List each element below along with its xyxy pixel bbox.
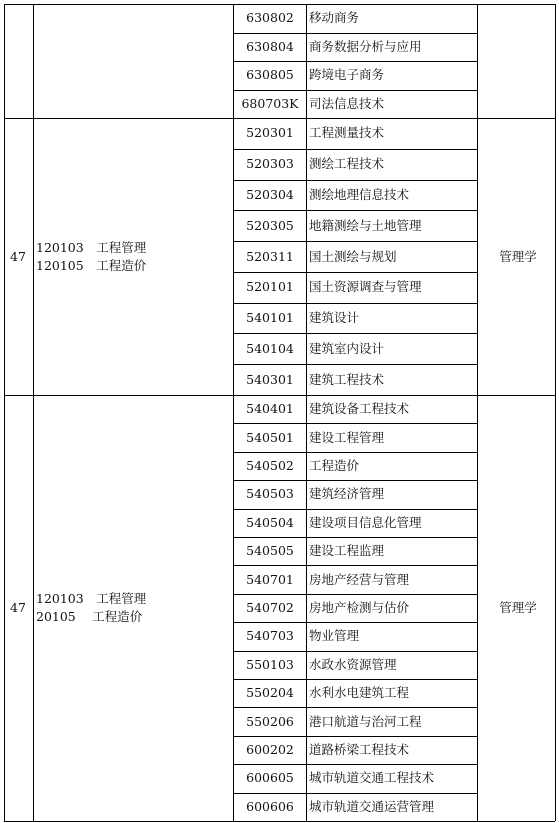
row-border bbox=[233, 452, 477, 453]
major-code: 540502 bbox=[246, 458, 294, 473]
major-code: 600606 bbox=[246, 799, 294, 814]
row-border bbox=[233, 333, 477, 334]
row-border bbox=[233, 565, 477, 566]
major-code: 600605 bbox=[246, 770, 294, 785]
major-name: 港口航道与治河工程 bbox=[309, 714, 422, 729]
major-code: 600202 bbox=[246, 742, 294, 757]
major-name: 道路桥梁工程技术 bbox=[309, 742, 410, 757]
major-name: 国土测绘与规划 bbox=[309, 249, 397, 264]
discipline-category: 管理学 bbox=[499, 600, 537, 615]
row-border bbox=[233, 241, 477, 242]
major-name: 工程测量技术 bbox=[309, 125, 385, 140]
column-border bbox=[33, 4, 34, 821]
major-name: 房地产经营与管理 bbox=[309, 572, 410, 587]
major-code: 520311 bbox=[246, 249, 294, 264]
row-border bbox=[233, 622, 477, 623]
major-name: 测绘地理信息技术 bbox=[309, 187, 410, 202]
major-name: 国土资源调查与管理 bbox=[309, 279, 422, 294]
row-border bbox=[233, 61, 477, 62]
row-border bbox=[4, 118, 555, 119]
column-border bbox=[306, 4, 307, 821]
major-code: 540703 bbox=[246, 628, 294, 643]
major-name: 工程造价 bbox=[309, 458, 360, 473]
row-border bbox=[233, 90, 477, 91]
major-code: 630805 bbox=[246, 67, 294, 82]
column-border bbox=[477, 4, 478, 821]
major-name: 测绘工程技术 bbox=[309, 156, 385, 171]
column-border bbox=[4, 4, 5, 821]
major-code: 540503 bbox=[246, 486, 294, 501]
row-border bbox=[233, 537, 477, 538]
row-border bbox=[233, 651, 477, 652]
major-name: 水政水资源管理 bbox=[309, 657, 397, 672]
major-code: 520305 bbox=[246, 218, 294, 233]
row-border bbox=[233, 594, 477, 595]
major-code: 540501 bbox=[246, 430, 294, 445]
row-border bbox=[233, 764, 477, 765]
major-name: 建筑设计 bbox=[309, 310, 360, 325]
major-code: 540702 bbox=[246, 600, 294, 615]
major-code: 540104 bbox=[246, 341, 294, 356]
major-code: 630802 bbox=[246, 10, 294, 25]
major-code: 540401 bbox=[246, 401, 294, 416]
row-border bbox=[233, 679, 477, 680]
row-border bbox=[233, 303, 477, 304]
row-border bbox=[233, 480, 477, 481]
undergrad-major: 120103 工程管理 bbox=[36, 240, 147, 255]
undergrad-major: 120105 工程造价 bbox=[36, 258, 147, 273]
major-code: 550206 bbox=[246, 714, 294, 729]
row-border bbox=[233, 272, 477, 273]
major-name: 司法信息技术 bbox=[309, 96, 385, 111]
major-code: 520304 bbox=[246, 187, 294, 202]
discipline-category: 管理学 bbox=[499, 249, 537, 264]
row-index: 47 bbox=[10, 249, 26, 264]
row-border bbox=[4, 821, 555, 822]
row-border bbox=[233, 793, 477, 794]
major-code: 540301 bbox=[246, 372, 294, 387]
major-name: 商务数据分析与应用 bbox=[309, 39, 422, 54]
major-name: 建筑工程技术 bbox=[309, 372, 385, 387]
major-name: 建设项目信息化管理 bbox=[309, 515, 422, 530]
major-code: 540701 bbox=[246, 572, 294, 587]
major-code: 520303 bbox=[246, 156, 294, 171]
major-name: 地籍测绘与土地管理 bbox=[309, 218, 422, 233]
row-border bbox=[233, 33, 477, 34]
major-name: 建设工程监理 bbox=[309, 543, 385, 558]
row-border bbox=[233, 364, 477, 365]
major-name: 城市轨道交通运营管理 bbox=[309, 799, 435, 814]
major-name: 城市轨道交通工程技术 bbox=[309, 770, 435, 785]
row-border bbox=[233, 707, 477, 708]
major-code: 630804 bbox=[246, 39, 294, 54]
major-code: 520301 bbox=[246, 125, 294, 140]
major-name: 建筑设备工程技术 bbox=[309, 401, 410, 416]
major-code: 540504 bbox=[246, 515, 294, 530]
row-border bbox=[233, 736, 477, 737]
major-code: 550204 bbox=[246, 685, 294, 700]
major-name: 物业管理 bbox=[309, 628, 360, 643]
row-border bbox=[4, 395, 555, 396]
column-border bbox=[555, 4, 556, 821]
undergrad-major: 20105 工程造价 bbox=[36, 609, 143, 624]
major-name: 水利水电建筑工程 bbox=[309, 685, 410, 700]
major-code: 680703K bbox=[241, 96, 299, 111]
major-code: 520101 bbox=[246, 279, 294, 294]
major-code: 550103 bbox=[246, 657, 294, 672]
major-code: 540505 bbox=[246, 543, 294, 558]
row-border bbox=[233, 210, 477, 211]
row-border bbox=[233, 423, 477, 424]
major-name: 房地产检测与估价 bbox=[309, 600, 410, 615]
major-code: 540101 bbox=[246, 310, 294, 325]
row-border bbox=[4, 4, 555, 5]
major-name: 跨境电子商务 bbox=[309, 67, 385, 82]
major-name: 建筑室内设计 bbox=[309, 341, 385, 356]
major-name: 建设工程管理 bbox=[309, 430, 385, 445]
row-border bbox=[233, 149, 477, 150]
major-name: 移动商务 bbox=[309, 10, 360, 25]
row-border bbox=[233, 180, 477, 181]
row-index: 47 bbox=[10, 600, 26, 615]
major-name: 建筑经济管理 bbox=[309, 486, 385, 501]
undergrad-major: 120103 工程管理 bbox=[36, 591, 147, 606]
row-border bbox=[233, 509, 477, 510]
